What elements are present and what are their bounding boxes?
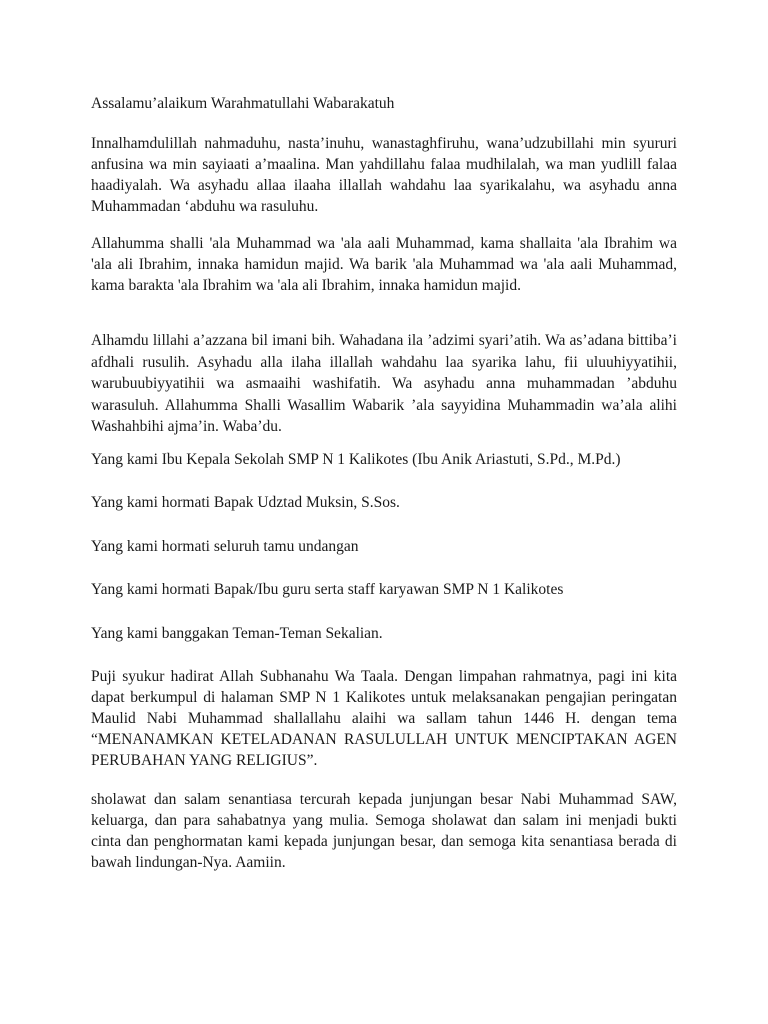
addressee-line: Yang kami Ibu Kepala Sekolah SMP N 1 Kalikotes (Ibu Anik Ariastuti, S.Pd., M.Pd.) xyxy=(91,451,621,468)
addressee-line: Yang kami banggakan Teman-Teman Sekalian. xyxy=(91,625,383,642)
closing-shalawat-paragraph: sholawat dan salam senantiasa tercurah kepada junjungan besar Nabi Muhammad SAW, keluarga, dan para sahabatnya yang mulia. Semoga sholawat dan salam ini menjadi bukti cinta dan penghormatan kami kepada junjungan besar, dan semoga kita senantiasa berada di bawah lindungan-Nya. Aamiin. xyxy=(91,791,677,871)
addressee-line: Yang kami hormati seluruh tamu undangan xyxy=(91,538,359,555)
opening-praise-paragraph: Innalhamdulillah nahmaduhu, nasta’inuhu, wanastaghfiruhu, wana’udzubillahi min syururi anfusina wa min sayiaati a’maalina. Man yahdillahu falaa mudhilalah, wa man yudlill falaa haadiyalah. Wa asyhadu allaa ilaaha illallah wahdahu laa syarikalahu, wa asyhadu anna Muhammadan ‘abduhu wa rasuluhu. xyxy=(91,135,677,215)
greeting: Assalamu’alaikum Warahmatullahi Wabarakatuh xyxy=(91,95,395,112)
hamdalah-paragraph: Alhamdu lillahi a’azzana bil imani bih. Wahadana ila ’adzimi syari’atih. Wa as’adana bittiba’i afdhali rusulih. Asyhadu alla ilaha illallah wahdahu laa syarika lahu, fii uluuhiyyatihii, warubuubiyyatihii wa asmaaihi washifatih. Wa asyhadu anna muhammadan ’abduhu warasuluh. Allahumma Shalli Wasallim Wabarik ’ala sayyidina Muhammadin wa’ala alihi Washahbihi ajma’in. Waba’du. xyxy=(91,332,677,436)
addressee-line: Yang kami hormati Bapak Udztad Muksin, S.Sos. xyxy=(91,494,400,511)
gratitude-paragraph: Puji syukur hadirat Allah Subhanahu Wa Taala. Dengan limpahan rahmatnya, pagi ini kita dapat berkumpul di halaman SMP N 1 Kalikotes untuk melaksanakan pengajian peringatan Maulid Nabi Muhammad shallallahu alaihi wa sallam tahun 1446 H. dengan tema “MENANAMKAN KETELADANAN RASULULLAH UNTUK MENCIPTAKAN AGEN PERUBAHAN YANG RELIGIUS”. xyxy=(91,668,677,769)
shalawat-paragraph: Allahumma shalli 'ala Muhammad wa 'ala aali Muhammad, kama shallaita 'ala Ibrahim wa 'ala ali Ibrahim, innaka hamidun majid. Wa barik 'ala Muhammad wa 'ala aali Muhammad, kama barakta 'ala Ibrahim wa 'ala ali Ibrahim, innaka hamidun majid. xyxy=(91,235,677,294)
addressee-line: Yang kami hormati Bapak/Ibu guru serta staff karyawan SMP N 1 Kalikotes xyxy=(91,581,564,598)
